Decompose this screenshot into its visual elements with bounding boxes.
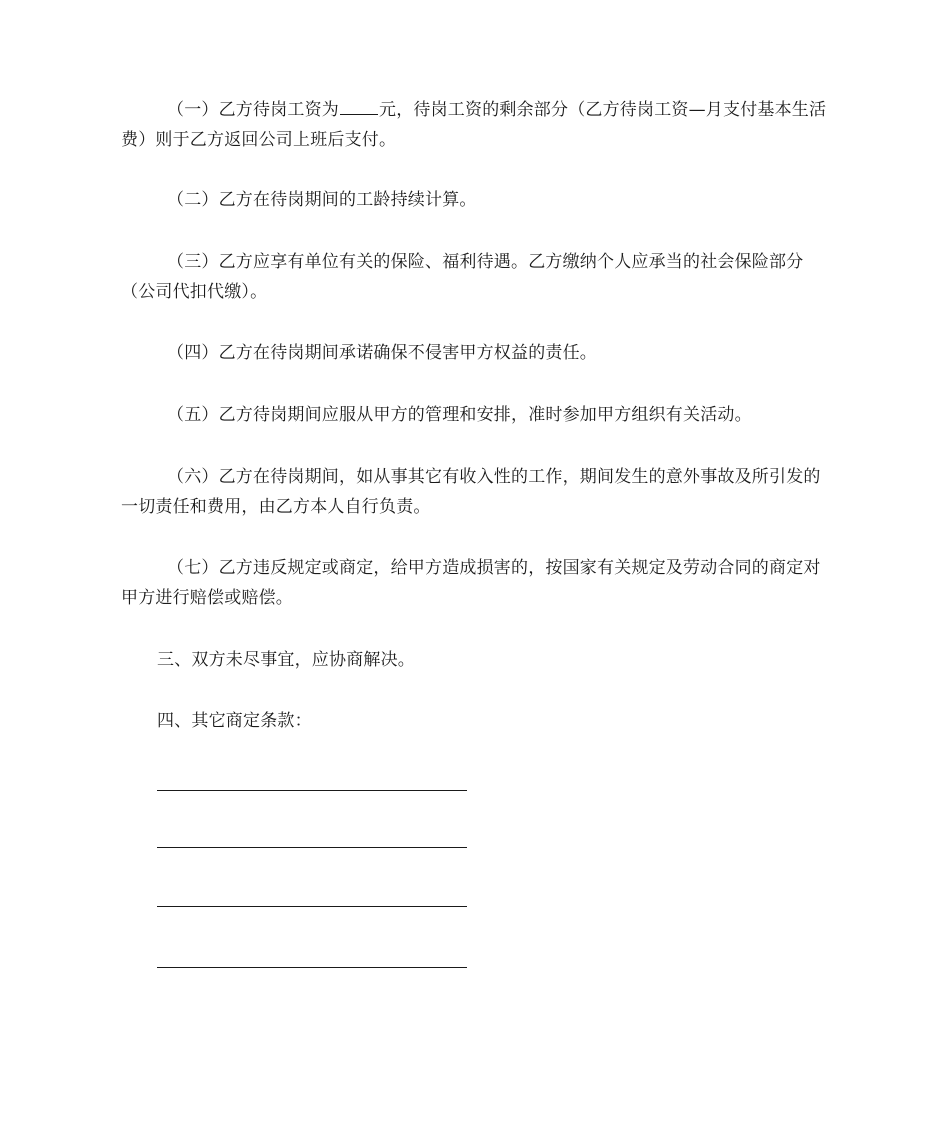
section-four: 四、其它商定条款： <box>157 711 312 731</box>
fill-line-4 <box>157 967 467 968</box>
clause-1-text-end: 元，待岗工资的剩余部分（乙方待岗工资—月支付基本生活费）则于乙方返回公司上班后支付。 <box>121 100 827 150</box>
wage-blank <box>340 96 378 115</box>
clause-3-text: （三）乙方应享有单位有关的保险、福利待遇。乙方缴纳个人应承当的社会保险部分（公司代扣代缴）。 <box>121 252 804 302</box>
fill-line-2 <box>157 847 467 848</box>
clause-4 <box>121 338 831 368</box>
clause-6 <box>121 462 831 522</box>
fill-line-3 <box>157 906 467 907</box>
clause-2-text: （二）乙方在待岗期间的工龄持续计算。 <box>167 190 477 210</box>
section-three: 三、双方未尽事宜，应协商解决。 <box>157 650 415 670</box>
clause-7-text: （七）乙方违反规定或商定，给甲方造成损害的，按国家有关规定及劳动合同的商定对甲方进行赔偿或赔偿。 <box>121 558 821 608</box>
fill-line-1 <box>157 790 467 791</box>
clause-4-text: （四）乙方在待岗期间承诺确保不侵害甲方权益的责任。 <box>167 343 597 363</box>
clause-1 <box>121 95 831 155</box>
clause-2 <box>121 185 831 215</box>
clause-5 <box>121 400 831 430</box>
clause-7 <box>121 553 831 613</box>
clause-1-text-start: （一）乙方待岗工资为 <box>167 100 339 120</box>
clause-5-text: （五）乙方待岗期间应服从甲方的管理和安排，准时参加甲方组织有关活动。 <box>167 405 752 425</box>
clause-6-text: （六）乙方在待岗期间，如从事其它有收入性的工作，期间发生的意外事故及所引发的一切责任和费用，由乙方本人自行负责。 <box>121 467 821 517</box>
clause-3 <box>121 247 831 307</box>
